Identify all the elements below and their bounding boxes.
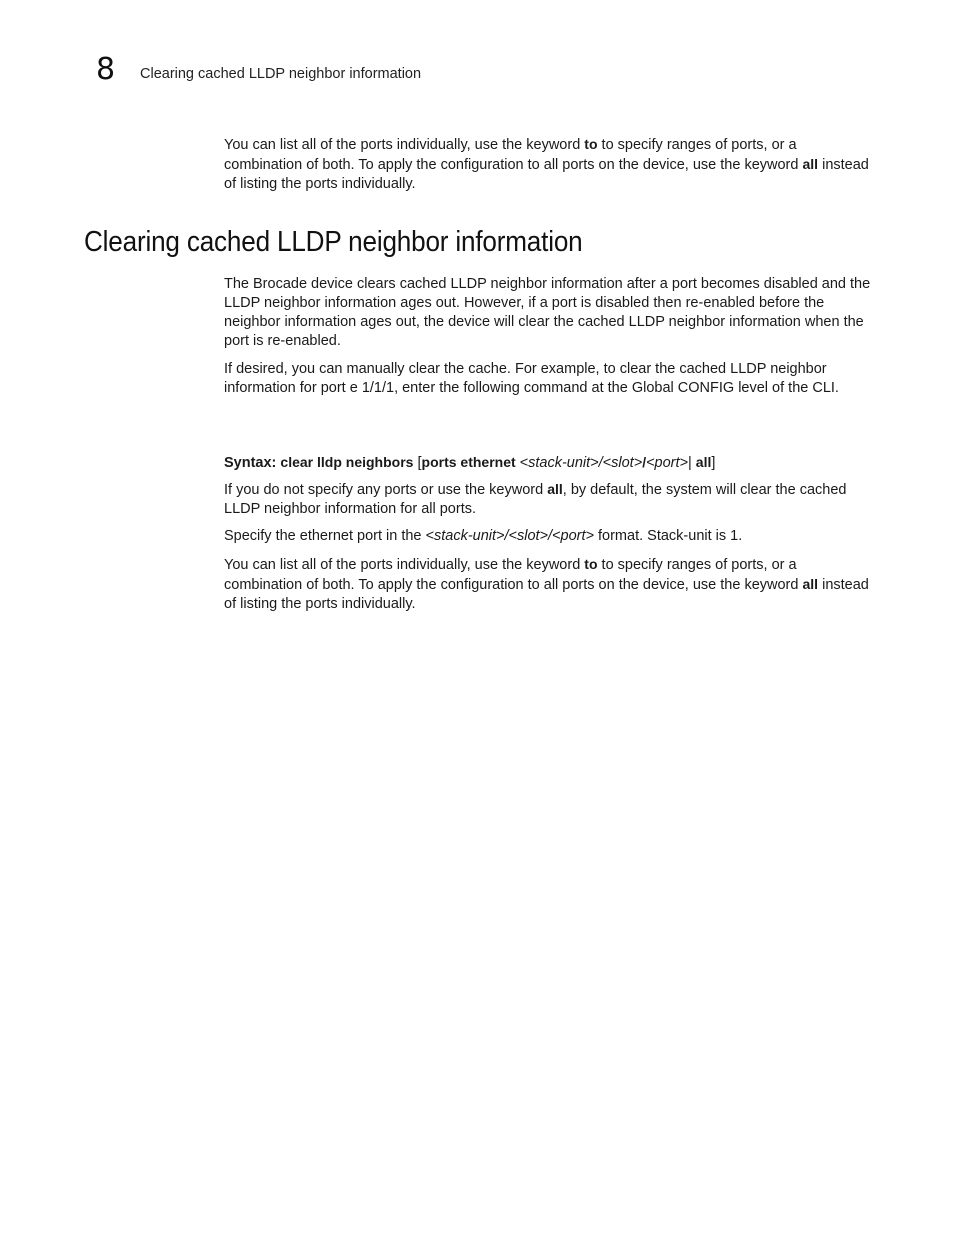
syntax-variable-stack-slot: <stack-unit>/<slot>	[515, 455, 643, 471]
syntax-close-bracket: ]	[711, 455, 716, 471]
keyword-all: all	[802, 576, 819, 592]
keyword-to: to	[584, 136, 598, 152]
port-format-variable: <stack-unit>/<slot>/<port>	[425, 528, 594, 544]
section-title: Clearing cached LLDP neighbor information	[84, 226, 583, 258]
paragraph-manual-clear	[224, 360, 874, 398]
paragraph-text: If desired, you can manually clear the cache. For example, to clear the cached LLDP neighbor information for port e 1/1/1, enter the following command at the Global CONFIG level of the CLI.	[224, 361, 839, 396]
syntax-variable-port: <port>	[646, 455, 688, 471]
syntax-line	[224, 453, 874, 473]
keyword-to: to	[584, 556, 598, 572]
syntax-all-keyword: all	[695, 454, 712, 470]
intro-text-1: You can list all of the ports individually, use the keyword	[224, 137, 585, 153]
paragraph-text-1: If you do not specify any ports or use the keyword	[224, 482, 548, 498]
syntax-command: clear lldp neighbors	[280, 454, 414, 470]
intro-text-3: instead of listing the ports individually.	[224, 157, 869, 192]
syntax-ports-keyword: ports ethernet	[421, 454, 516, 470]
syntax-pipe: |	[688, 455, 696, 471]
paragraph-default-behavior	[224, 480, 874, 519]
intro-text-2: to specify ranges of ports, or a combination of both. To apply the configuration to all ports on the device, use the keyword	[224, 137, 803, 173]
paragraph-text-2: , by default, the system will clear the cached LLDP neighbor information for all ports.	[224, 482, 847, 517]
syntax-slash: /	[642, 454, 647, 470]
paragraph-port-format	[224, 527, 874, 546]
keyword-all: all	[547, 481, 563, 497]
chapter-number: 8	[96, 52, 116, 87]
paragraph-text-2: to specify ranges of ports, or a combination of both. To apply the configuration to all ports on the device, use the keyword	[224, 557, 803, 593]
paragraph-text: The Brocade device clears cached LLDP neighbor information after a port becomes disabled and the LLDP neighbor information ages out. However, if a port is disabled then re-enabled before the neighbor information ages out, the device will clear the cached LLDP neighbor information when the port is re-enabled.	[224, 276, 871, 349]
paragraph-text-1: Specify the ethernet port in the	[224, 528, 426, 544]
paragraph-text-3: instead of listing the ports individually.	[224, 577, 869, 612]
paragraph-text-1: You can list all of the ports individually, use the keyword	[224, 557, 585, 573]
running-header: Clearing cached LLDP neighbor information	[140, 66, 422, 82]
paragraph-list-ports	[224, 555, 874, 614]
keyword-all: all	[802, 156, 819, 172]
paragraph-text-2: format. Stack-unit is 1.	[593, 528, 743, 544]
syntax-label: Syntax:	[224, 455, 281, 471]
intro-paragraph	[224, 135, 874, 194]
syntax-open-bracket: [	[413, 455, 422, 471]
paragraph-cache-behavior	[224, 275, 874, 351]
